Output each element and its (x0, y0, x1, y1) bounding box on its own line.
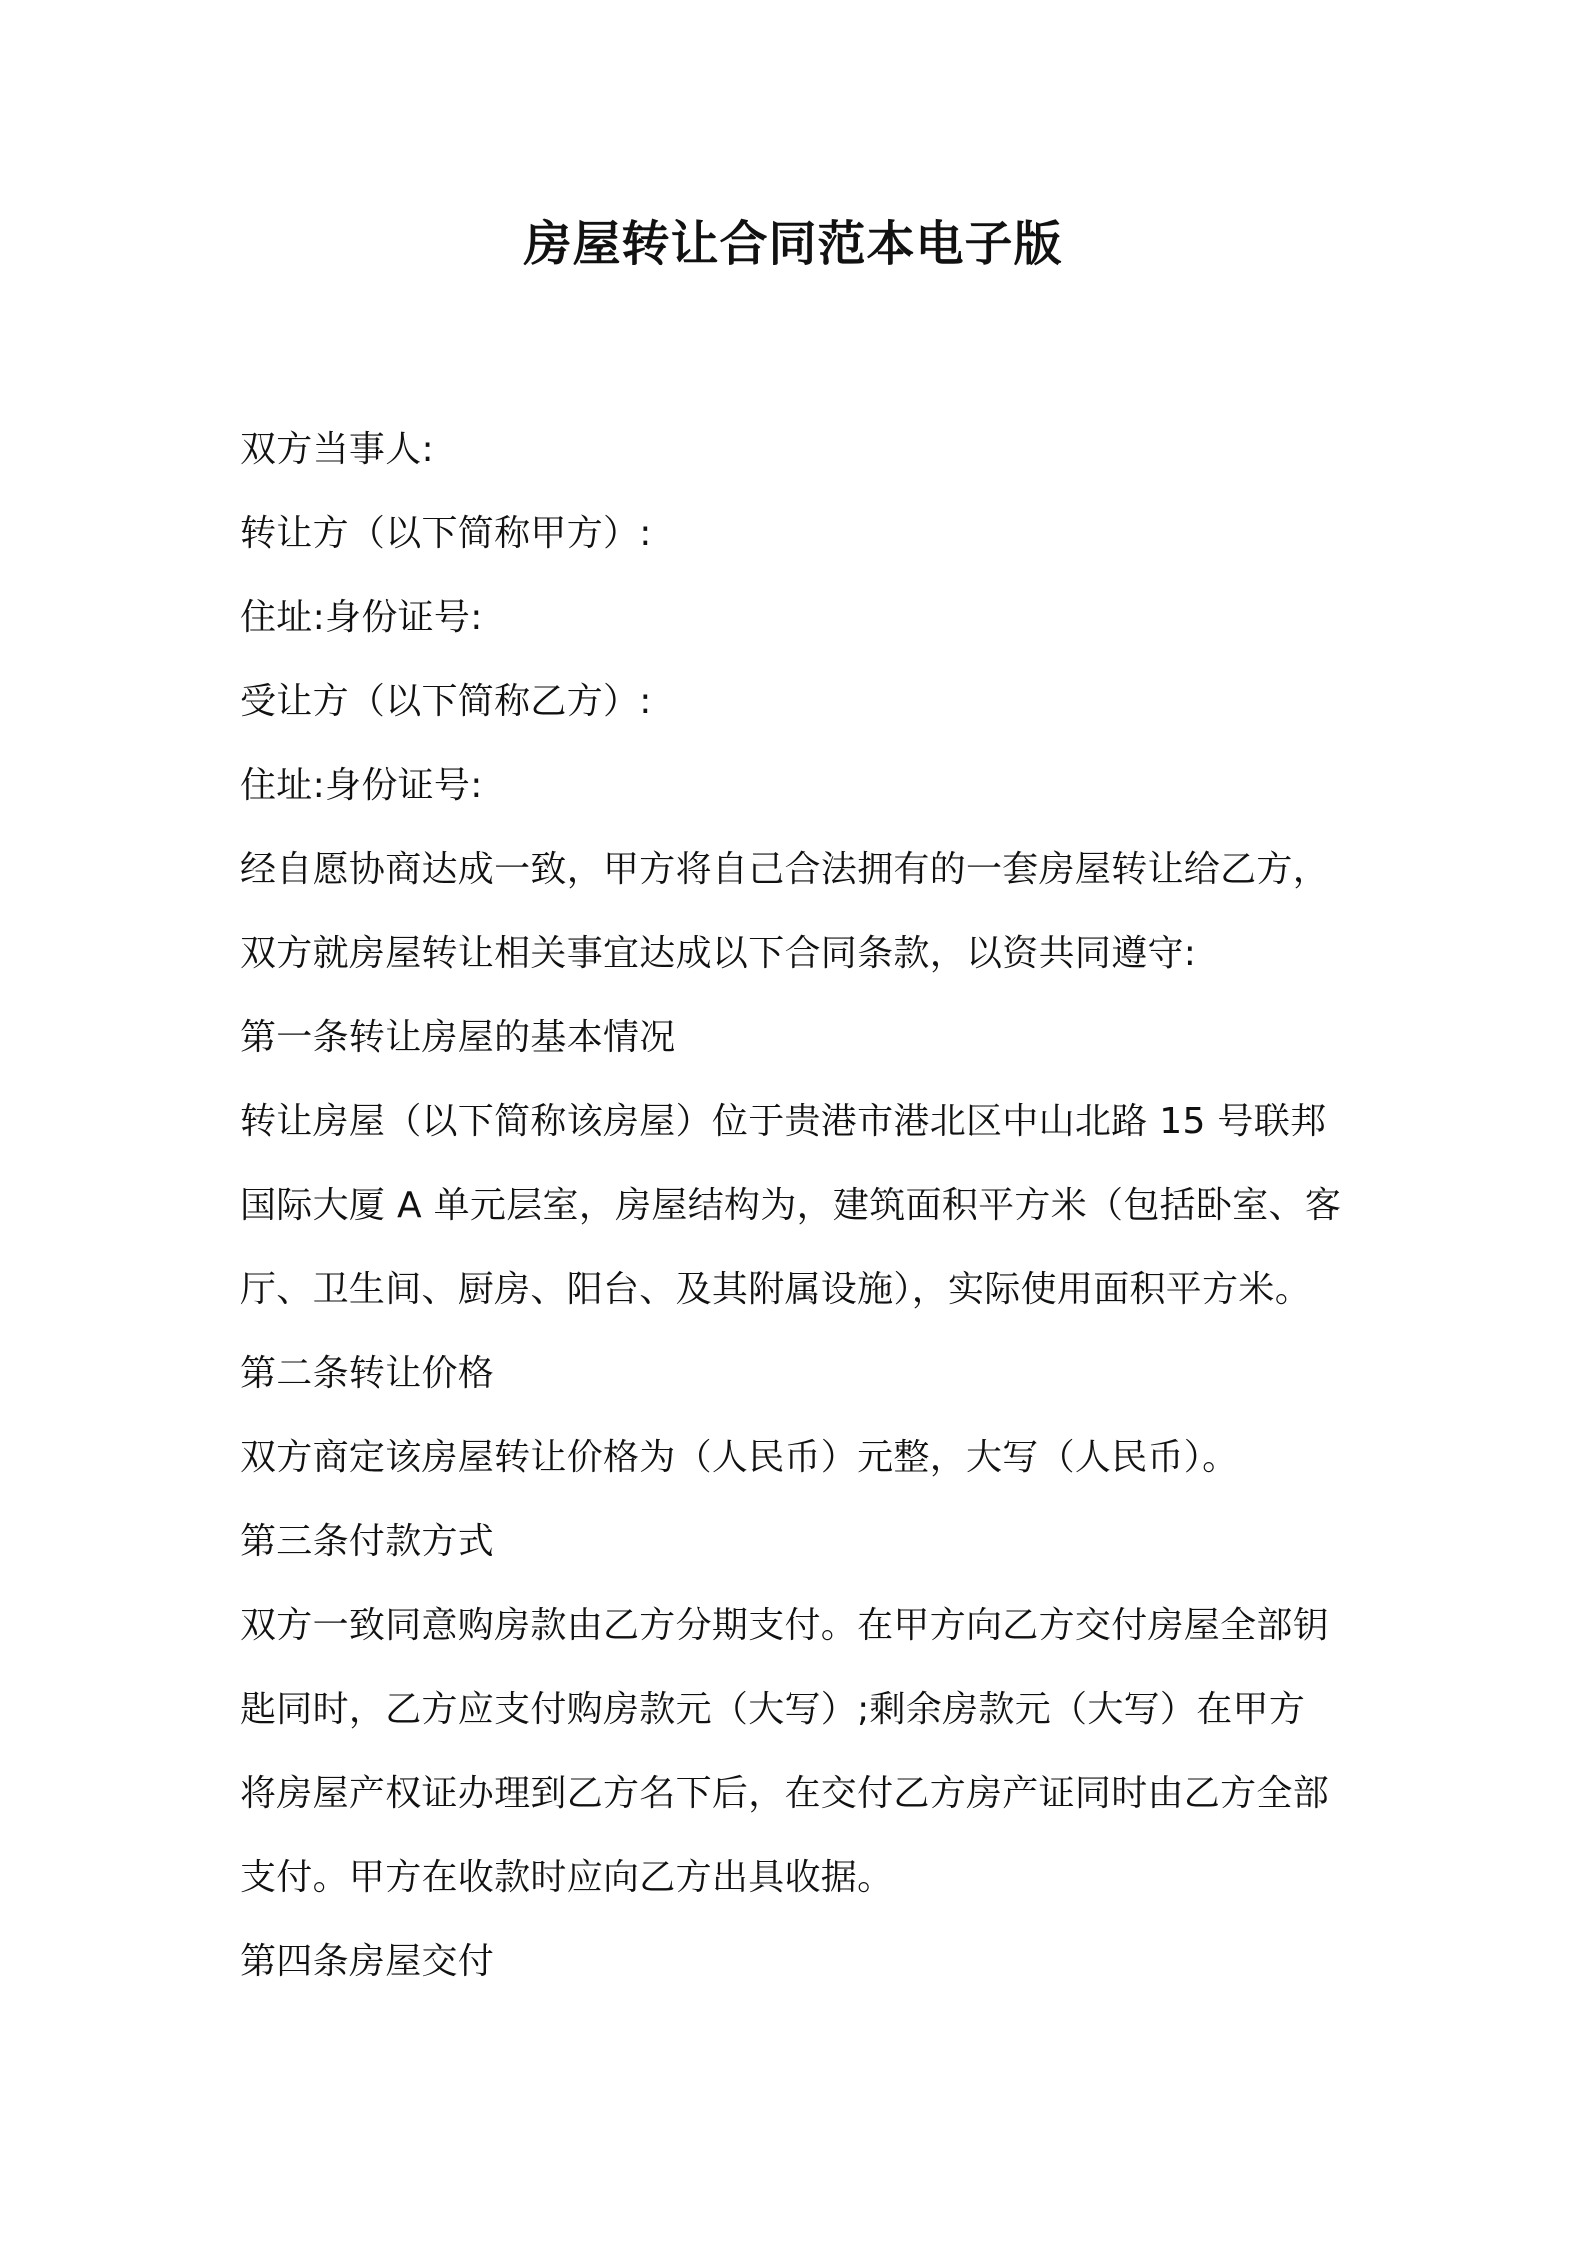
preamble-line-2: 双方就房屋转让相关事宜达成以下合同条款，以资共同遵守: (240, 933, 1197, 974)
article-3-heading: 第三条付款方式 (240, 1521, 495, 1562)
article-3-line-3: 将房屋产权证办理到乙方名下后，在交付乙方房产证同时由乙方全部 (240, 1773, 1330, 1814)
article-3-line-4: 支付。甲方在收款时应向乙方出具收据。 (240, 1857, 894, 1898)
document-title: 房屋转让合同范本电子版 (523, 216, 1063, 272)
article-1-line-3: 厅、卫生间、厨房、阳台、及其附属设施），实际使用面积平方米。 (240, 1269, 1312, 1310)
article-1-line-2: 国际大厦 A 单元层室，房屋结构为，建筑面积平方米（包括卧室、客 (240, 1185, 1342, 1226)
document-body (240, 408, 1370, 2004)
article-1-heading: 第一条转让房屋的基本情况 (240, 1017, 676, 1058)
article-3-line-2: 匙同时，乙方应支付购房款元（大写）;剩余房款元（大写）在甲方 (240, 1689, 1306, 1730)
transferor-line: 转让方（以下简称甲方）: (240, 513, 652, 554)
transferee-line: 受让方（以下简称乙方）: (240, 681, 652, 722)
transferee-address-line: 住址:身份证号: (240, 765, 483, 806)
article-1-line-1: 转让房屋（以下简称该房屋）位于贵港市港北区中山北路 15 号联邦 (240, 1101, 1327, 1142)
article-3-line-1: 双方一致同意购房款由乙方分期支付。在甲方向乙方交付房屋全部钥 (240, 1605, 1330, 1646)
article-4-heading: 第四条房屋交付 (240, 1941, 495, 1982)
transferor-address-line: 住址:身份证号: (240, 597, 483, 638)
preamble-line-1: 经自愿协商达成一致，甲方将自己合法拥有的一套房屋转让给乙方， (240, 849, 1330, 890)
article-2-line-1: 双方商定该房屋转让价格为（人民币）元整，大写（人民币）。 (240, 1437, 1239, 1478)
article-2-heading: 第二条转让价格 (240, 1353, 495, 1394)
parties-heading: 双方当事人: (240, 429, 434, 470)
